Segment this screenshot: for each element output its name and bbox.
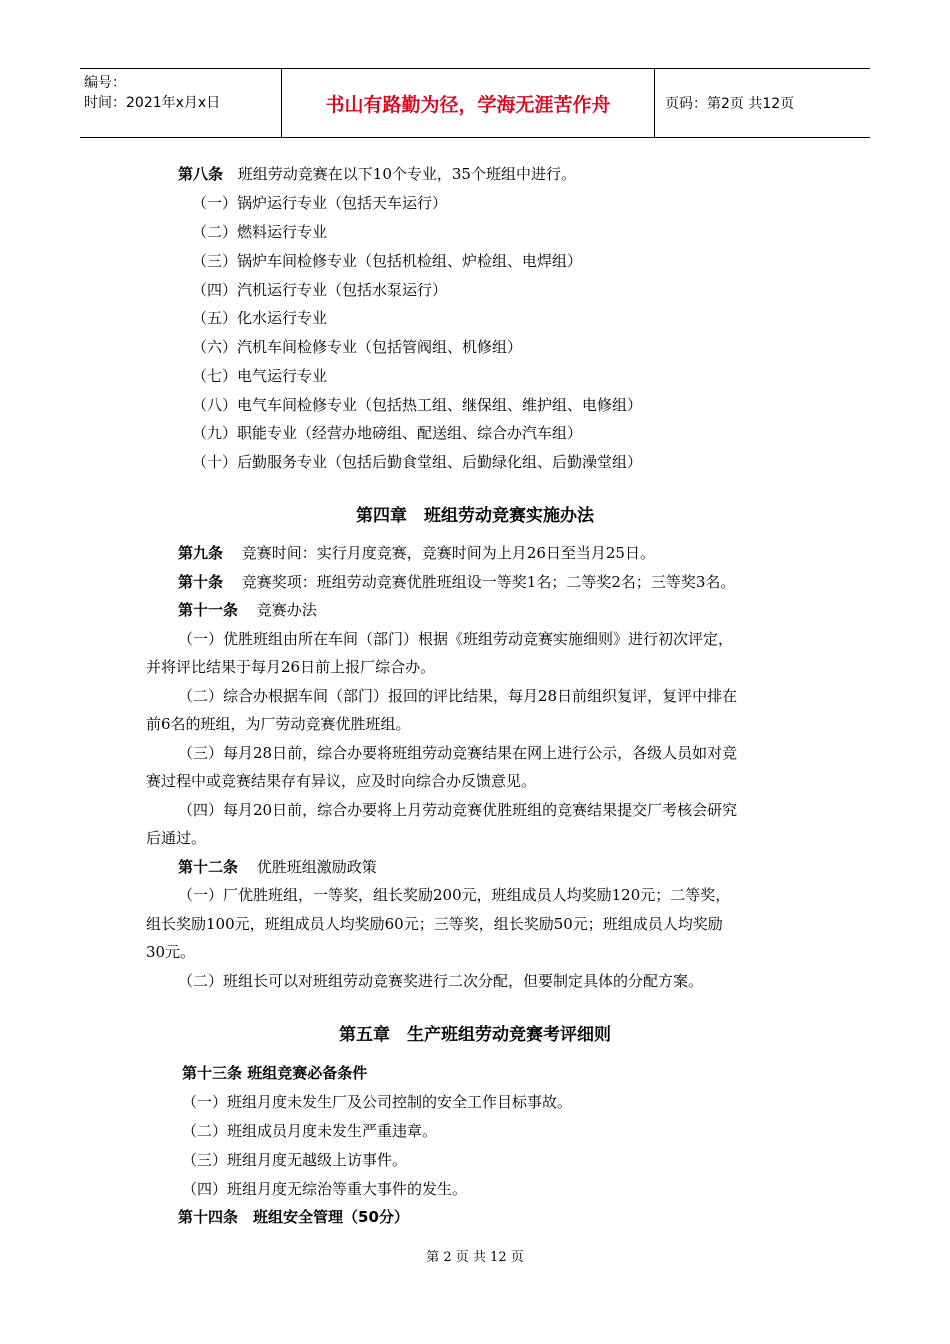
article-11 xyxy=(178,599,317,621)
time-label: 时间：2021年x月x日 xyxy=(84,95,221,111)
article-8-item: （五）化水运行专业 xyxy=(192,309,328,327)
page-info: 页码：第2页 共12页 xyxy=(665,96,795,112)
article-9-label: 第九条 xyxy=(178,544,224,562)
article-11-p4-line1: （四）每月20日前，综合办要将上月劳动竞赛优胜班组的竞赛结果提交厂考核会研究 xyxy=(178,801,738,819)
article-9 xyxy=(178,542,655,564)
header-left-cell xyxy=(80,69,282,137)
article-10-label: 第十条 xyxy=(178,573,224,591)
article-11-p3-line2: 赛过程中或竞赛结果存有异议，应及时向综合办反馈意见。 xyxy=(146,772,537,790)
motto: 书山有路勤为径，学海无涯苦作舟 xyxy=(282,69,655,137)
page-footer: 第 2 页 共 12 页 xyxy=(426,1250,524,1265)
chapter-4-title: 第四章 班组劳动竞赛实施办法 xyxy=(356,506,594,526)
article-13-item: （一）班组月度未发生厂及公司控制的安全工作目标事故。 xyxy=(182,1093,573,1111)
article-11-text: 竞赛办法 xyxy=(256,601,317,619)
article-11-p3-line1: （三）每月28日前，综合办要将班组劳动竞赛结果在网上进行公示，各级人员如对竞 xyxy=(178,744,738,762)
article-13-item: （三）班组月度无越级上访事件。 xyxy=(182,1151,408,1169)
article-12-p1-line3: 30元。 xyxy=(146,943,196,961)
article-11-p2-line1: （二）综合办根据车间（部门）报回的评比结果，每月28日前组织复评，复评中排在 xyxy=(178,687,738,705)
number-label: 编号： xyxy=(84,75,126,91)
article-12-p2: （二）班组长可以对班组劳动竞赛奖进行二次分配，但要制定具体的分配方案。 xyxy=(178,972,704,990)
article-8-text: 班组劳动竞赛在以下10个专业，35个班组中进行。 xyxy=(237,165,576,183)
article-8-item: （一）锅炉运行专业（包括天车运行） xyxy=(192,194,448,212)
page-header xyxy=(80,68,870,138)
article-12-p1-line1: （一）厂优胜班组，一等奖，组长奖励200元，班组成员人均奖励120元；二等奖， xyxy=(178,886,731,904)
article-9-text: 竞赛时间：实行月度竞赛，竞赛时间为上月26日至当月25日。 xyxy=(241,544,655,562)
article-8-item: （二）燃料运行专业 xyxy=(192,223,328,241)
article-10 xyxy=(178,571,735,593)
article-8 xyxy=(178,163,576,185)
article-11-label: 第十一条 xyxy=(178,601,239,619)
article-8-label: 第八条 xyxy=(178,165,224,183)
article-8-item: （七）电气运行专业 xyxy=(192,367,328,385)
chapter-5-title: 第五章 生产班组劳动竞赛考评细则 xyxy=(339,1025,611,1045)
article-13-item: （二）班组成员月度未发生严重违章。 xyxy=(182,1122,438,1140)
article-8-item: （六）汽机车间检修专业（包括管阀组、机修组） xyxy=(192,338,523,356)
article-11-p1-line1: （一）优胜班组由所在车间（部门）根据《班组劳动竞赛实施细则》进行初次评定， xyxy=(178,630,734,648)
article-12 xyxy=(178,856,377,878)
article-8-item: （三）锅炉车间检修专业（包括机检组、炉检组、电焊组） xyxy=(192,252,583,270)
article-8-item: （九）职能专业（经营办地磅组、配送组、综合办汽车组） xyxy=(192,424,583,442)
article-12-label: 第十二条 xyxy=(178,858,239,876)
article-14-heading: 第十四条 班组安全管理（50分） xyxy=(178,1208,409,1226)
article-8-item: （十）后勤服务专业（包括后勤食堂组、后勤绿化组、后勤澡堂组） xyxy=(192,453,643,471)
article-10-text: 竞赛奖项：班组劳动竞赛优胜班组设一等奖1名；二等奖2名；三等奖3名。 xyxy=(241,573,736,591)
article-8-item: （四）汽机运行专业（包括水泵运行） xyxy=(192,281,448,299)
article-11-p1-line2: 并将评比结果于每月26日前上报厂综合办。 xyxy=(146,658,436,676)
article-13-item: （四）班组月度无综治等重大事件的发生。 xyxy=(182,1180,468,1198)
article-13-heading: 第十三条 班组竞赛必备条件 xyxy=(182,1064,368,1082)
article-12-text: 优胜班组激励政策 xyxy=(256,858,377,876)
article-8-item: （八）电气车间检修专业（包括热工组、继保组、维护组、电修组） xyxy=(192,396,643,414)
article-12-p1-line2: 组长奖励100元，班组成员人均奖励60元；三等奖，组长奖励50元；班组成员人均奖励 xyxy=(146,915,723,933)
article-11-p4-line2: 后通过。 xyxy=(146,829,207,847)
article-11-p2-line2: 前6名的班组，为厂劳动竞赛优胜班组。 xyxy=(146,715,411,733)
